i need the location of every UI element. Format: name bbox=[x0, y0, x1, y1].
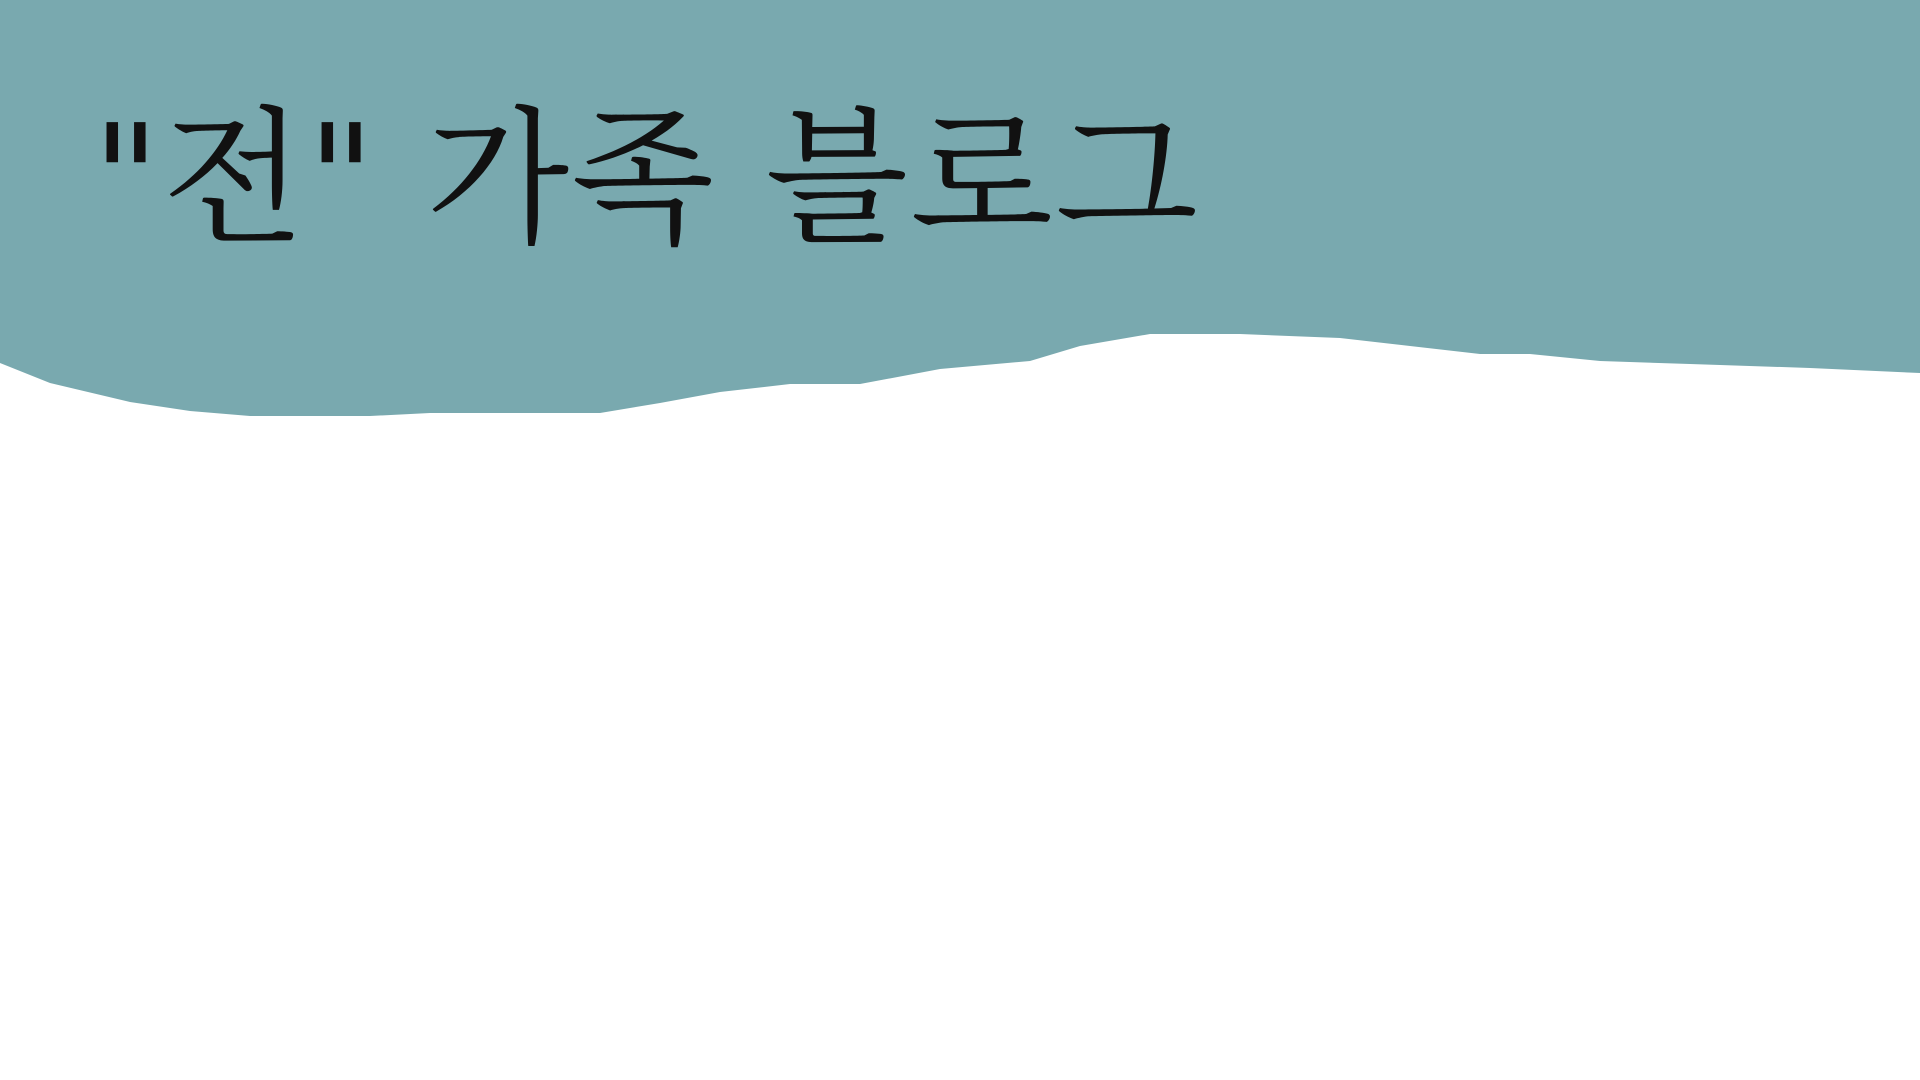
site-title[interactable]: "전" 가족 블로그 bbox=[92, 93, 1201, 265]
content-area bbox=[0, 420, 1920, 1080]
